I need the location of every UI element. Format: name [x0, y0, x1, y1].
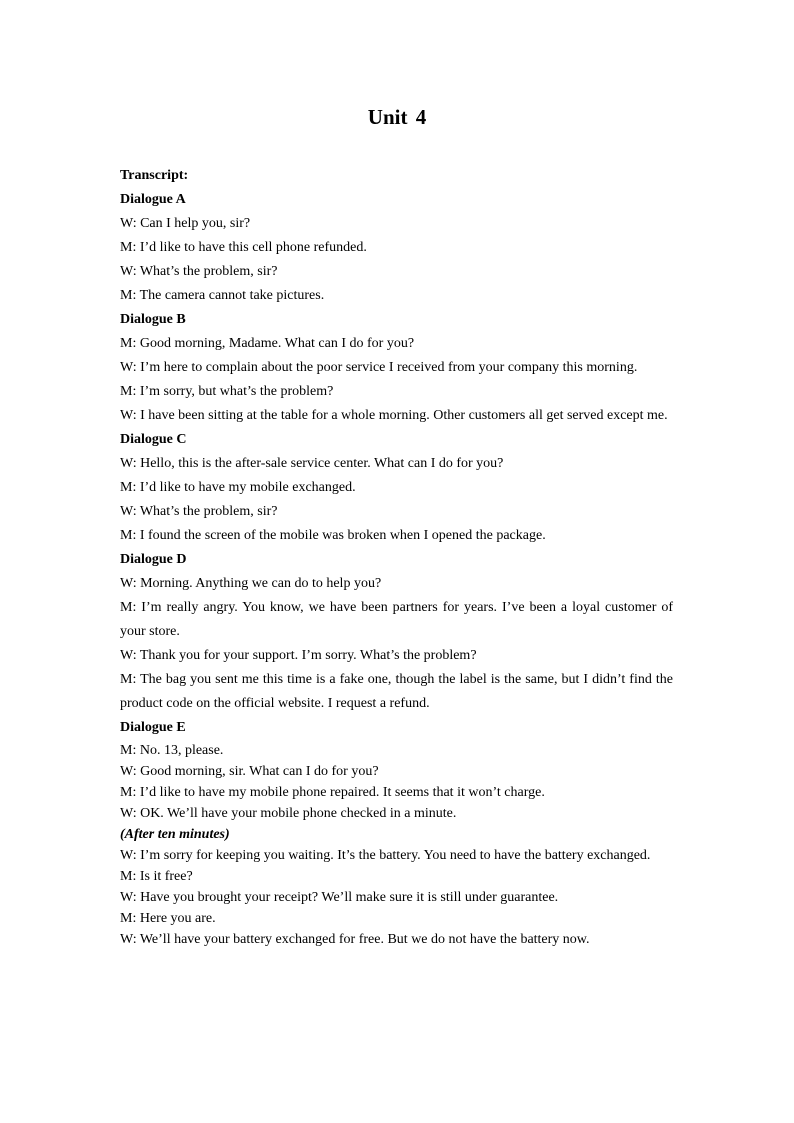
dialogue-heading: Dialogue D [120, 552, 187, 567]
dialogue-line: M: I’d like to have my mobile exchanged. [120, 480, 356, 495]
dialogue-line: W: I have been sitting at the table for a whole morning. Other customers all get served except me. [120, 408, 668, 423]
dialogue-line: W: I’m sorry for keeping you waiting. It’s the battery. You need to have the battery exchanged. [120, 848, 651, 863]
dialogue-line: W: What’s the problem, sir? [120, 264, 278, 279]
dialogue-line: M: I found the screen of the mobile was broken when I opened the package. [120, 528, 546, 543]
dialogue-heading: Dialogue A [120, 192, 186, 207]
dialogue-line: M: I’m really angry. You know, we have been partners for years. I’ve been a loyal customer of your store. [120, 600, 673, 639]
dialogue-line: W: I’m here to complain about the poor service I received from your company this morning. [120, 360, 638, 375]
dialogue-line: W: Thank you for your support. I’m sorry. What’s the problem? [120, 648, 477, 663]
dialogue-line: M: Here you are. [120, 911, 216, 926]
transcript-label: Transcript: [120, 168, 189, 183]
dialogue-line: W: Can I help you, sir? [120, 216, 251, 231]
dialogue-line: M: I’d like to have this cell phone refunded. [120, 240, 367, 255]
dialogue-line: W: Good morning, sir. What can I do for you? [120, 764, 379, 779]
dialogue-heading: Dialogue C [120, 432, 187, 447]
dialogue-line: W: What’s the problem, sir? [120, 504, 278, 519]
dialogue-line: M: The bag you sent me this time is a fake one, though the label is the same, but I didn’t find the product code on the official website. I request a refund. [120, 672, 673, 711]
dialogue-heading: Dialogue B [120, 312, 186, 327]
dialogue-line: M: I’d like to have my mobile phone repaired. It seems that it won’t charge. [120, 785, 545, 800]
dialogue-line: W: We’ll have your battery exchanged for free. But we do not have the battery now. [120, 932, 590, 947]
stage-direction: (After ten minutes) [120, 827, 230, 842]
dialogue-heading: Dialogue E [120, 720, 186, 735]
dialogue-line: M: The camera cannot take pictures. [120, 288, 325, 303]
dialogue-e-body [120, 740, 673, 950]
dialogue-line: W: Have you brought your receipt? We’ll make sure it is still under guarantee. [120, 890, 559, 905]
dialogue-line: M: Good morning, Madame. What can I do for you? [120, 336, 415, 351]
dialogue-line: M: Is it free? [120, 869, 193, 884]
transcript-body [120, 164, 673, 950]
page-title: Unit 4 [367, 105, 427, 129]
dialogue-line: M: No. 13, please. [120, 743, 224, 758]
dialogue-line: M: I’m sorry, but what’s the problem? [120, 384, 334, 399]
dialogue-line: W: Hello, this is the after-sale service center. What can I do for you? [120, 456, 504, 471]
dialogue-line: W: OK. We’ll have your mobile phone checked in a minute. [120, 806, 457, 821]
dialogue-line: W: Morning. Anything we can do to help you? [120, 576, 382, 591]
